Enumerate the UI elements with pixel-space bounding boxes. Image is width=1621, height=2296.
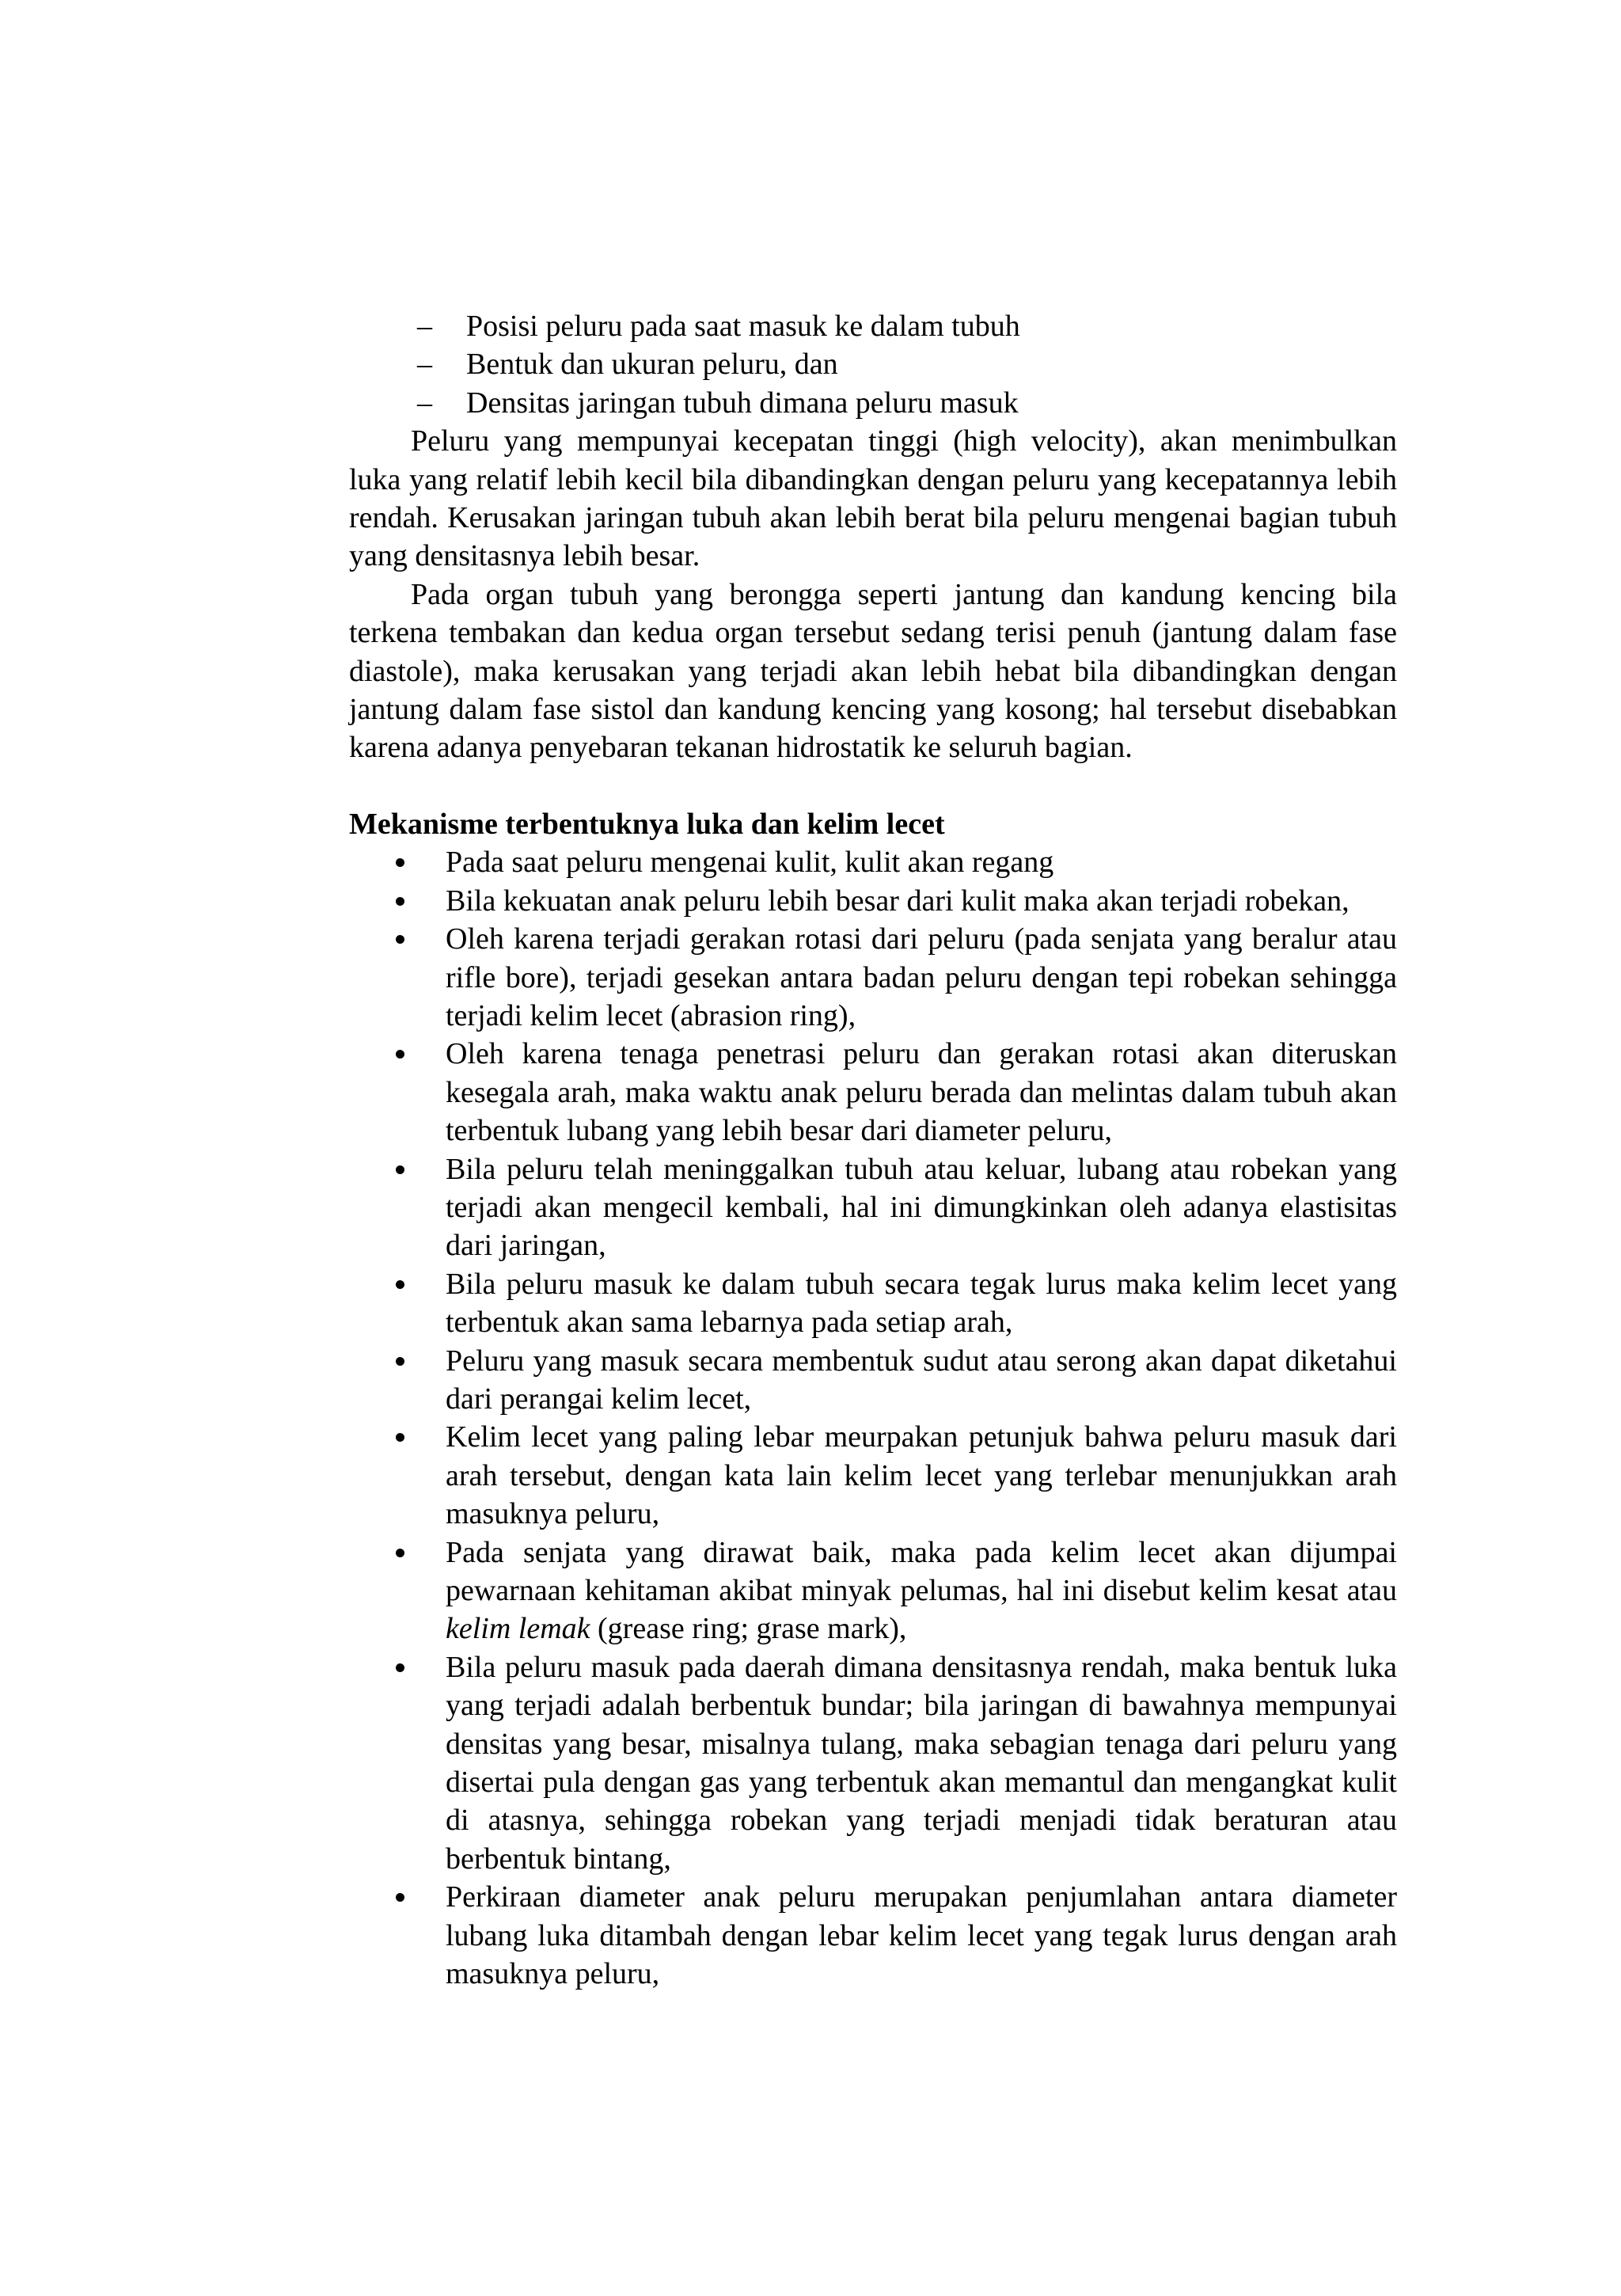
factor-list-item: [349, 307, 1397, 345]
mechanism-list-item: [349, 1418, 1397, 1533]
mechanism-text: Bila peluru masuk ke dalam tubuh secara tegak lurus maka kelim lecet yang terbentuk akan sama lebarnya pada setiap arah,: [446, 1267, 1397, 1340]
bullet-dot-icon: [396, 1357, 404, 1366]
factor-list-item: [349, 345, 1397, 383]
mechanism-text: Oleh karena tenaga penetrasi peluru dan gerakan rotasi akan diteruskan kesegala arah, maka waktu anak peluru berada dan melintas dalam tubuh akan terbentuk lubang yang lebih besar dari diameter peluru,: [446, 1037, 1397, 1148]
factor-text: Densitas jaringan tubuh dimana peluru masuk: [466, 386, 1019, 420]
bullet-dot-icon: [396, 1663, 404, 1672]
bullet-dot-icon: [396, 935, 404, 944]
mechanism-text: Oleh karena terjadi gerakan rotasi dari peluru (pada senjata yang beralur atau rifle bore), terjadi gesekan antara badan peluru dengan tepi robekan sehingga terjadi kelim lecet (abrasion ring),: [446, 922, 1397, 1032]
dash-marker: –: [417, 310, 432, 343]
mechanism-text: Peluru yang masuk secara membentuk sudut atau serong akan dapat diketahui dari perangai kelim lecet,: [446, 1344, 1397, 1416]
mechanism-list-item: [349, 1878, 1397, 1993]
factor-text: Bentuk dan ukuran peluru, dan: [466, 348, 838, 382]
bullet-dot-icon: [396, 1165, 404, 1174]
bullet-dot-icon: [396, 1433, 404, 1442]
bullet-dot-icon: [396, 1549, 404, 1557]
factor-list-item: [349, 384, 1397, 422]
bullet-dot-icon: [396, 1050, 404, 1059]
bullet-dot-icon: [396, 1893, 404, 1902]
body-paragraph: Pada organ tubuh yang berongga seperti jantung dan kandung kencing bila terkena tembakan dan kedua organ tersebut sedang terisi penuh (jantung dalam fase diastole), maka kerusakan yang terjadi akan lebih hebat bila dibandingkan dengan jantung dalam fase sistol dan kandung kencing yang kosong; hal tersebut disebabkan karena adanya penyebaran tekanan hidrostatik ke seluruh bagian.: [349, 577, 1397, 765]
mechanism-text-before: Pada senjata yang dirawat baik, maka pada kelim lecet akan dijumpai pewarnaan kehitaman akibat minyak pelumas, hal ini disebut kelim kesat atau: [446, 1535, 1397, 1607]
section-heading: Mekanisme terbentuknya luka dan kelim lecet: [349, 807, 945, 841]
bullet-dot-icon: [396, 858, 404, 867]
mechanism-text: Perkiraan diameter anak peluru merupakan penjumlahan antara diameter lubang luka ditambah dengan lebar kelim lecet yang tegak lurus dengan arah masuknya peluru,: [446, 1880, 1397, 1991]
mechanism-text-after: (grease ring; grase mark),: [590, 1612, 907, 1646]
mechanism-list: [349, 843, 1397, 1993]
bullet-dot-icon: [396, 1280, 404, 1289]
mechanism-list-item: [349, 1265, 1397, 1342]
mechanism-list-item: [349, 843, 1397, 881]
mechanism-list-item: [349, 882, 1397, 920]
mechanism-text: Kelim lecet yang paling lebar meurpakan petunjuk bahwa peluru masuk dari arah tersebut, dengan kata lain kelim lecet yang terlebar menunjukkan arah masuknya peluru,: [446, 1420, 1397, 1531]
body-paragraph: Peluru yang mempunyai kecepatan tinggi (high velocity), akan menimbulkan luka yang relatif lebih kecil bila dibandingkan dengan peluru yang kecepatannya lebih rendah. Kerusakan jaringan tubuh akan lebih berat bila peluru mengenai bagian tubuh yang densitasnya lebih besar.: [349, 424, 1397, 573]
mechanism-text: Bila peluru masuk pada daerah dimana densitasnya rendah, maka bentuk luka yang terjadi adalah berbentuk bundar; bila jaringan di bawahnya mempunyai densitas yang besar, misalnya tulang, maka sebagian tenaga dari peluru yang disertai pula dengan gas yang terbentuk akan memantul dan mengangkat kulit di atasnya, sehingga robekan yang terjadi menjadi tidak beraturan atau berbentuk bintang,: [446, 1650, 1397, 1876]
dash-marker: –: [417, 386, 432, 420]
mechanism-list-item: [349, 1035, 1397, 1150]
mechanism-list-item: [349, 920, 1397, 1035]
mechanism-list-item: [349, 1150, 1397, 1265]
factor-list: [349, 307, 1397, 422]
mechanism-text: Pada saat peluru mengenai kulit, kulit akan regang: [446, 846, 1054, 880]
mechanism-text: Bila kekuatan anak peluru lebih besar dari kulit maka akan terjadi robekan,: [446, 884, 1350, 918]
mechanism-text: Bila peluru telah meninggalkan tubuh atau keluar, lubang atau robekan yang terjadi akan mengecil kembali, hal ini dimungkinkan oleh adanya elastisitas dari jaringan,: [446, 1152, 1397, 1263]
mechanism-text-italic: kelim lemak: [446, 1612, 590, 1646]
mechanism-list-item: [349, 1342, 1397, 1419]
mechanism-list-item: [349, 1648, 1397, 1878]
bullet-dot-icon: [396, 897, 404, 906]
document-page: [349, 307, 1397, 1993]
dash-marker: –: [417, 348, 432, 382]
mechanism-list-item: [349, 1534, 1397, 1648]
factor-text: Posisi peluru pada saat masuk ke dalam tubuh: [466, 310, 1020, 343]
